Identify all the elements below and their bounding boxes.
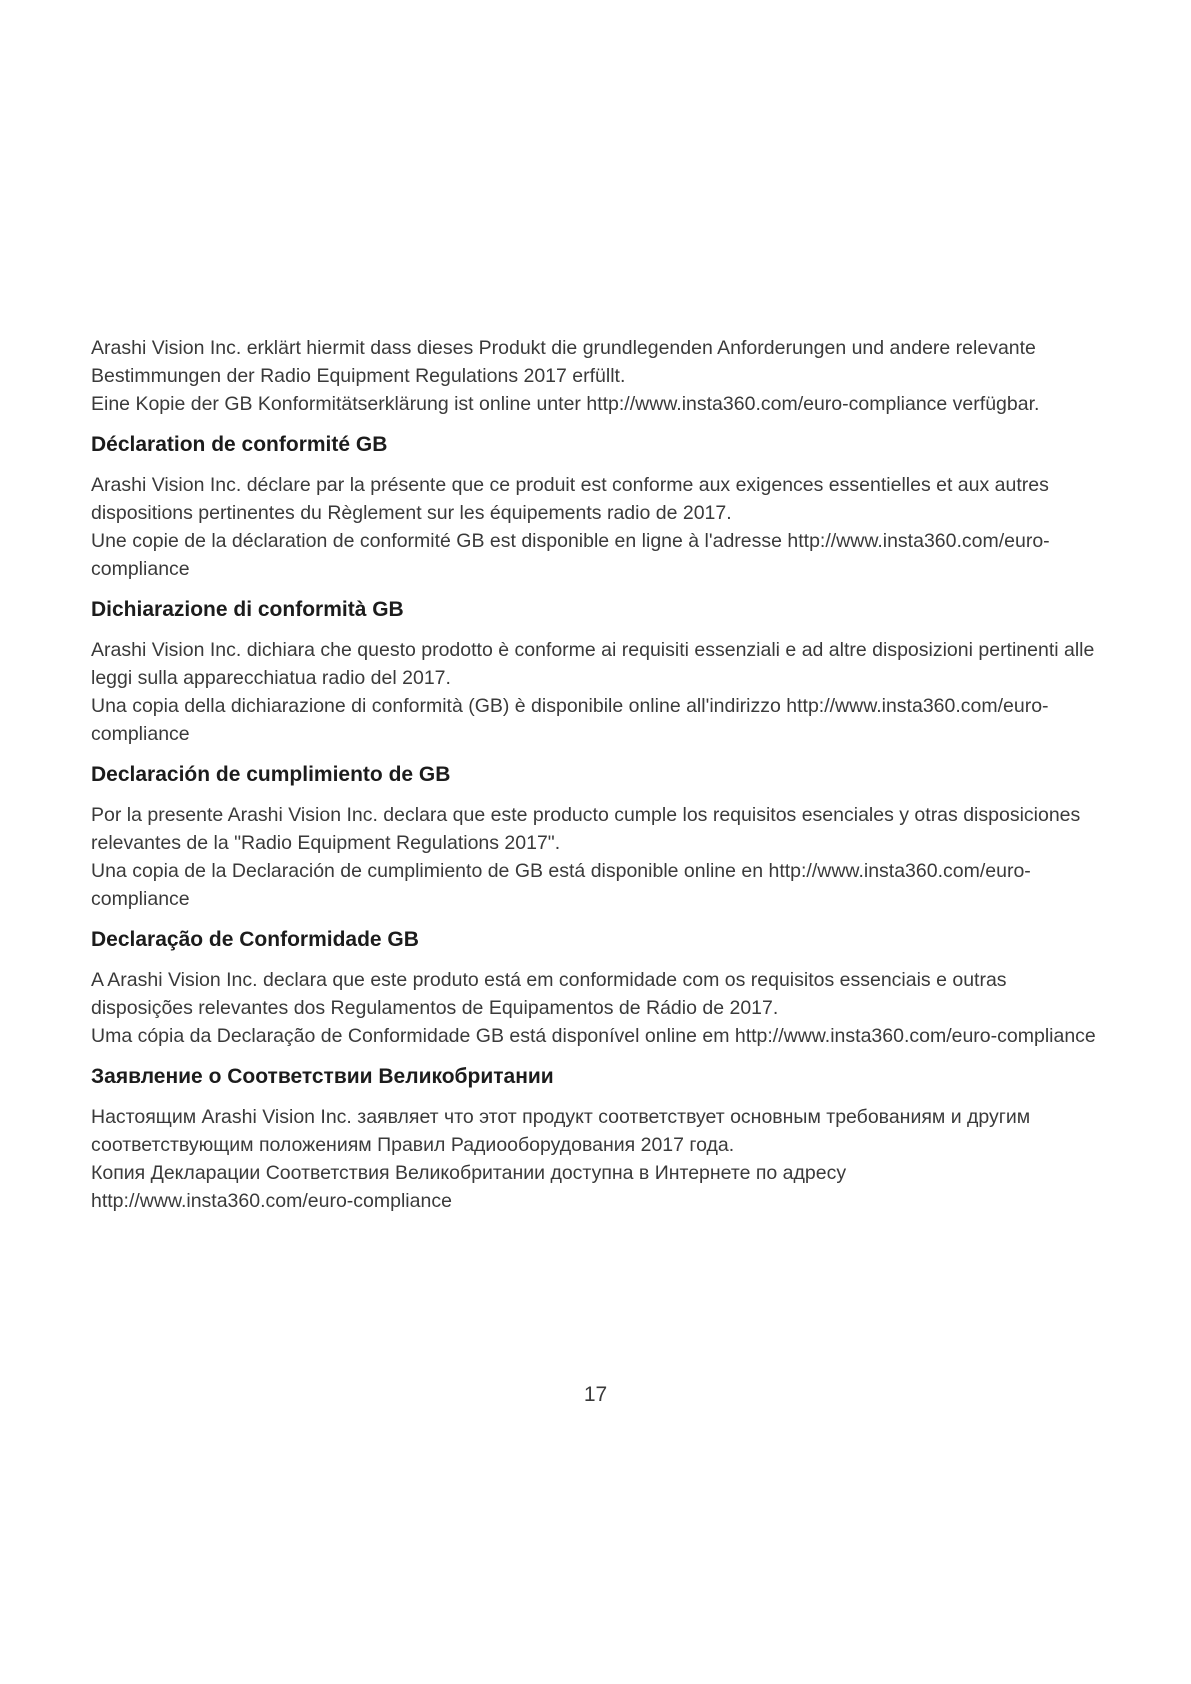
spanish-copy-text: Una copia de la Declaración de cumplimiento de GB está disponible online en http://www.insta360.com/euro-compliance [91, 860, 1031, 910]
italian-copy-text: Una copia della dichiarazione di conformità (GB) è disponibile online all'indirizzo http://www.insta360.com/euro-compliance [91, 695, 1049, 745]
section-russian [91, 1063, 1111, 1215]
german-copy-text: Eine Kopie der GB Konformitätserklärung ist online unter http://www.insta360.com/euro-compliance verfügbar. [91, 393, 1040, 415]
portuguese-copy-text: Uma cópia da Declaração de Conformidade GB está disponível online em http://www.insta360.com/euro-compliance [91, 1025, 1096, 1047]
french-declaration-text: Arashi Vision Inc. déclare par la présente que ce produit est conforme aux exigences essentielles et aux autres dispositions pertinentes du Règlement sur les équipements radio de 2017. [91, 474, 1049, 524]
portuguese-heading: Declaração de Conformidade GB [91, 928, 419, 951]
spanish-heading: Declaración de cumplimiento de GB [91, 763, 451, 786]
french-heading: Déclaration de conformité GB [91, 433, 388, 456]
russian-heading: Заявление о Соответствии Великобритании [91, 1065, 554, 1088]
italian-declaration-text: Arashi Vision Inc. dichiara che questo prodotto è conforme ai requisiti essenziali e ad altre disposizioni pertinenti alle leggi sulla apparecchiatua radio del 2017. [91, 639, 1095, 689]
section-italian [91, 596, 1111, 748]
portuguese-declaration-text: A Arashi Vision Inc. declara que este produto está em conformidade com os requisitos essenciais e outras disposições relevantes dos Regulamentos de Equipamentos de Rádio de 2017. [91, 969, 1007, 1019]
russian-copy-text: Копия Декларации Соответствия Великобритании доступна в Интернете по адресу http://www.insta360.com/euro-compliance [91, 1162, 847, 1212]
german-declaration-text: Arashi Vision Inc. erklärt hiermit dass dieses Produkt die grundlegenden Anforderungen und andere relevante Bestimmungen der Radio Equipment Regulations 2017 erfüllt. [91, 337, 1036, 387]
italian-heading: Dichiarazione di conformità GB [91, 598, 404, 621]
section-spanish [91, 761, 1111, 913]
russian-declaration-text: Настоящим Arashi Vision Inc. заявляет что этот продукт соответствует основным требованиям и другим соответствующим положениям Правил Радиооборудования 2017 года. [91, 1106, 1031, 1156]
section-french [91, 431, 1111, 583]
french-copy-text: Une copie de la déclaration de conformité GB est disponible en ligne à l'adresse http://www.insta360.com/euro-compliance [91, 530, 1050, 580]
section-portuguese [91, 926, 1111, 1050]
spanish-declaration-text: Por la presente Arashi Vision Inc. declara que este producto cumple los requisitos esenciales y otras disposiciones relevantes de la "Radio Equipment Regulations 2017". [91, 804, 1081, 854]
page-number: 17 [583, 1383, 608, 1406]
section-german [91, 334, 1111, 418]
document-body [91, 334, 1111, 1215]
